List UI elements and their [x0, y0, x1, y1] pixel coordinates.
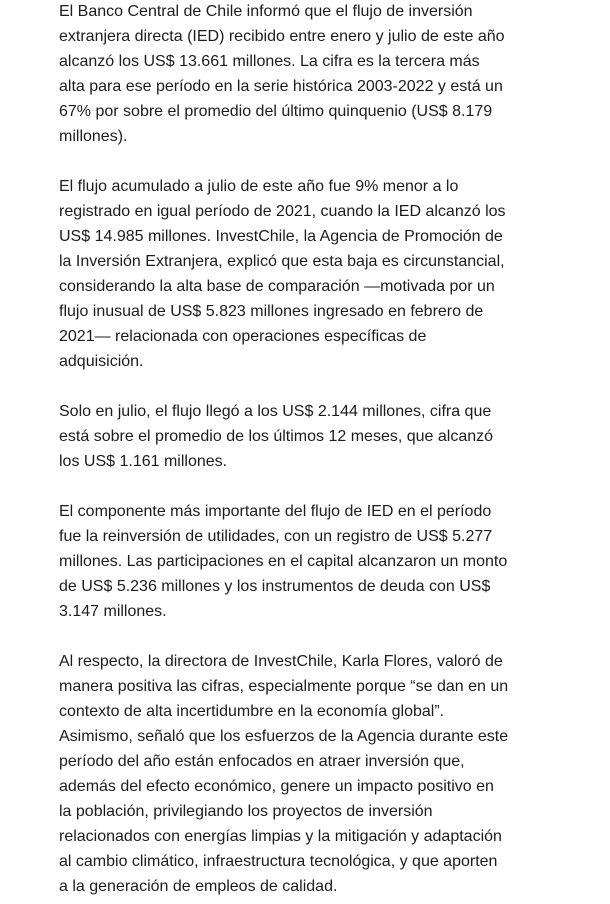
paragraph-july-flow: Solo en julio, el flujo llegó a los US$ 2.144 millones, cifra que está sobre el promedio de los últimos 12 meses, que alcanzó los US$ 1.161 millones.: [59, 403, 494, 470]
paragraph-accumulated-flow: El flujo acumulado a julio de este año fue 9% menor a lo registrado en igual período de 2021, cuando la IED alcanzó los US$ 14.985 millones. InvestChile, la Agencia de Promoción de la Inversión Extranjera, explicó que esta baja es circunstancial, considerando la alta base de comparación —motivada por un flujo inusual de US$ 5.823 millones ingresado en febrero de 2021— relacionada con operaciones específicas de adquisición.: [59, 178, 506, 370]
paragraph-director-statement: Al respecto, la directora de InvestChile, Karla Flores, valoró de manera positiva las cifras, especialmente porque “se dan en un contexto de alta incertidumbre en la economía global”. Asimismo, señaló que los esfuerzos de la Agencia durante este período del año están enfocados en atraer inversión que, además del efecto económico, genere un impacto positivo en la población, privilegiando los proyectos de inversión relacionados con energías limpias y la mitigación y adaptación al cambio climático, infraestructura tecnológica, y que aporten a la generación de empleos de calidad.: [59, 653, 509, 895]
paragraph-flow-components: El componente más importante del flujo de IED en el período fue la reinversión de utilidades, con un registro de US$ 5.277 millones. Las participaciones en el capital alcanzaron un monto de US$ 5.236 millones y los instrumentos de deuda con US$ 3.147 millones.: [59, 503, 508, 620]
paragraph-ied-flow-summary: El Banco Central de Chile informó que el flujo de inversión extranjera directa (IED) recibido entre enero y julio de este año alcanzó los US$ 13.661 millones. La cifra es la tercera más alta para ese período en la serie histórica 2003-2022 y está un 67% por sobre el promedio del último quinquenio (US$ 8.179 millones).: [59, 3, 505, 145]
article-body: [59, 0, 549, 899]
